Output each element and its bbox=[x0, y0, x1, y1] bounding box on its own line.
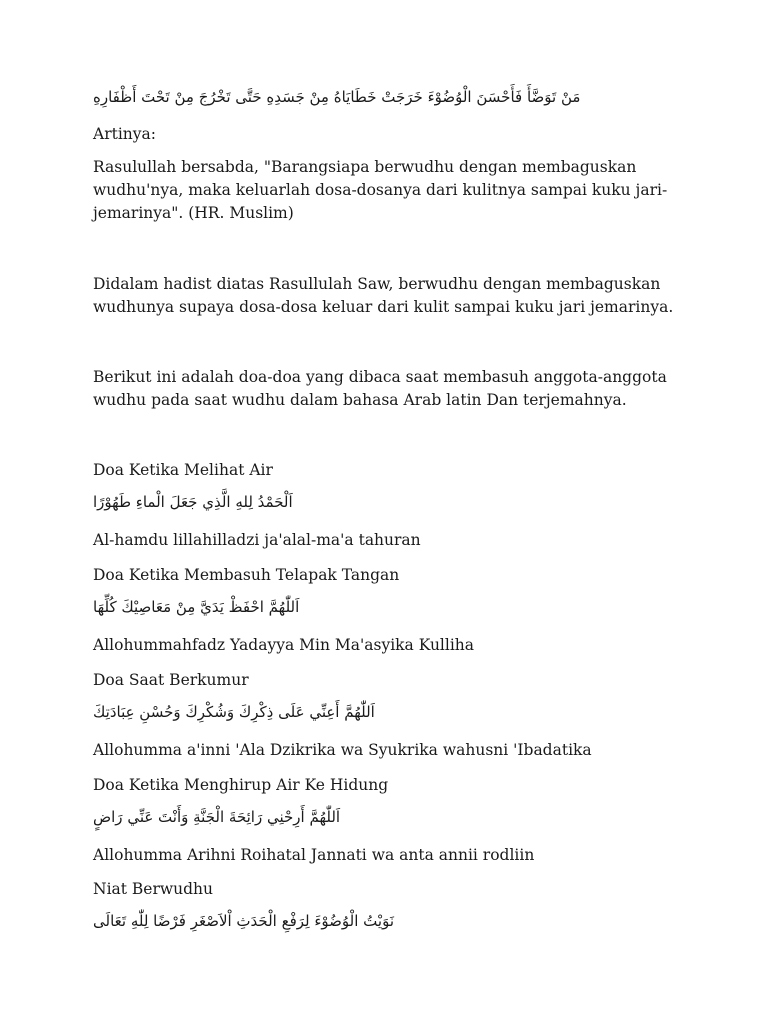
section-arabic-niat-berwudhu: نَوَيْتُ الْوُضُوْءَ لِرَفْعِ الْحَدَثِ اْلاَصْغَرِ فَرْضًا لِلّٰهِ تَعَالَى bbox=[93, 912, 395, 930]
hadith-arabic-text: مَنْ تَوَضَّأَ فَأَحْسَنَ الْوُضُوْءَ خَرَجَتْ خَطَايَاهُ مِنْ جَسَدِهِ حَتَّى تَخْرُجَ مِنْ تَحْتَ أَظْفَارِهِ bbox=[93, 88, 581, 106]
section-arabic-berkumur: اَللّٰهُمَّ أَعِنِّي عَلَى ذِكْرِكَ وَشُكْرِكَ وَحُسْنِ عِبَادَتِكَ bbox=[93, 703, 375, 721]
section-arabic-melihat-air: اَلْحَمْدُ لِلهِ الَّذِي جَعَلَ الْماءِ طَهُوْرًا bbox=[93, 493, 293, 511]
section-title-telapak-tangan: Doa Ketika Membasuh Telapak Tangan bbox=[93, 566, 400, 584]
section-arabic-menghirup-air: اَللّٰهُمَّ أَرِحْنِي رَائِحَةَ الْجَنَّةِ وَأَنْتَ عَنِّي رَاضٍ bbox=[93, 808, 341, 826]
doa-intro: Berikut ini adalah doa-doa yang dibaca saat membasuh anggota-anggota wudhu pada saat wudhu dalam bahasa Arab latin Dan terjemahnya. bbox=[93, 368, 667, 409]
section-latin-berkumur: Allohumma a'inni 'Ala Dzikrika wa Syukrika wahusni 'Ibadatika bbox=[93, 741, 592, 759]
section-arabic-telapak-tangan: اَللّٰهُمَّ احْفَظْ يَدَيَّ مِنْ مَعَاصِيْكَ كُلِّهَا bbox=[93, 598, 300, 616]
artinya-label: Artinya: bbox=[93, 125, 156, 143]
hadith-explanation: Didalam hadist diatas Rasullulah Saw, berwudhu dengan membaguskan wudhunya supaya dosa-dosa keluar dari kulit sampai kuku jari jemarinya. bbox=[93, 275, 674, 316]
section-title-niat-berwudhu: Niat Berwudhu bbox=[93, 880, 214, 898]
section-latin-menghirup-air: Allohumma Arihni Roihatal Jannati wa anta annii rodliin bbox=[93, 846, 535, 864]
hadith-translation: Rasulullah bersabda, "Barangsiapa berwudhu dengan membaguskan wudhu'nya, maka keluarlah dosa-dosanya dari kulitnya sampai kuku jari-jemarinya". (HR. Muslim) bbox=[93, 158, 668, 222]
section-latin-melihat-air: Al-hamdu lillahilladzi ja'alal-ma'a tahuran bbox=[93, 531, 421, 549]
section-title-melihat-air: Doa Ketika Melihat Air bbox=[93, 461, 273, 479]
section-title-berkumur: Doa Saat Berkumur bbox=[93, 671, 249, 689]
section-title-menghirup-air: Doa Ketika Menghirup Air Ke Hidung bbox=[93, 776, 389, 794]
section-latin-telapak-tangan: Allohummahfadz Yadayya Min Ma'asyika Kulliha bbox=[93, 636, 475, 654]
